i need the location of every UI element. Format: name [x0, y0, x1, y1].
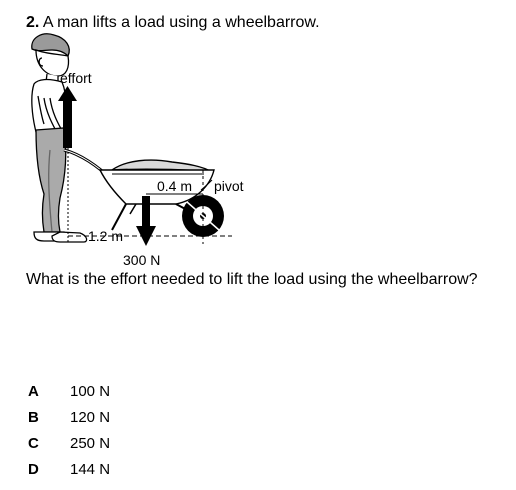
option-d[interactable] — [28, 456, 110, 482]
option-text: 144 N — [70, 460, 111, 478]
load-label: 300 N — [123, 252, 161, 268]
option-letter: D — [28, 460, 39, 478]
option-letter: C — [28, 434, 39, 452]
effort-label: effort — [60, 70, 92, 86]
man-figure — [32, 34, 87, 242]
option-text: 250 N — [70, 434, 111, 452]
question-title-text: A man lifts a load using a wheelbarrow. — [42, 14, 320, 31]
question-number: 2. — [26, 14, 40, 31]
option-c[interactable] — [28, 430, 110, 456]
option-text: 100 N — [70, 382, 111, 400]
option-text: 120 N — [70, 408, 111, 426]
effort-distance-label: 1.2 m — [88, 228, 124, 244]
option-letter: A — [28, 382, 39, 400]
option-b[interactable] — [28, 404, 110, 430]
option-letter: B — [28, 408, 39, 426]
answer-options — [28, 378, 110, 482]
option-a[interactable] — [28, 378, 110, 404]
load-distance-label: 0.4 m — [157, 178, 193, 194]
question-prompt: What is the effort needed to lift the load using the wheelbarrow? — [26, 271, 478, 288]
pivot-label: pivot — [214, 178, 244, 194]
